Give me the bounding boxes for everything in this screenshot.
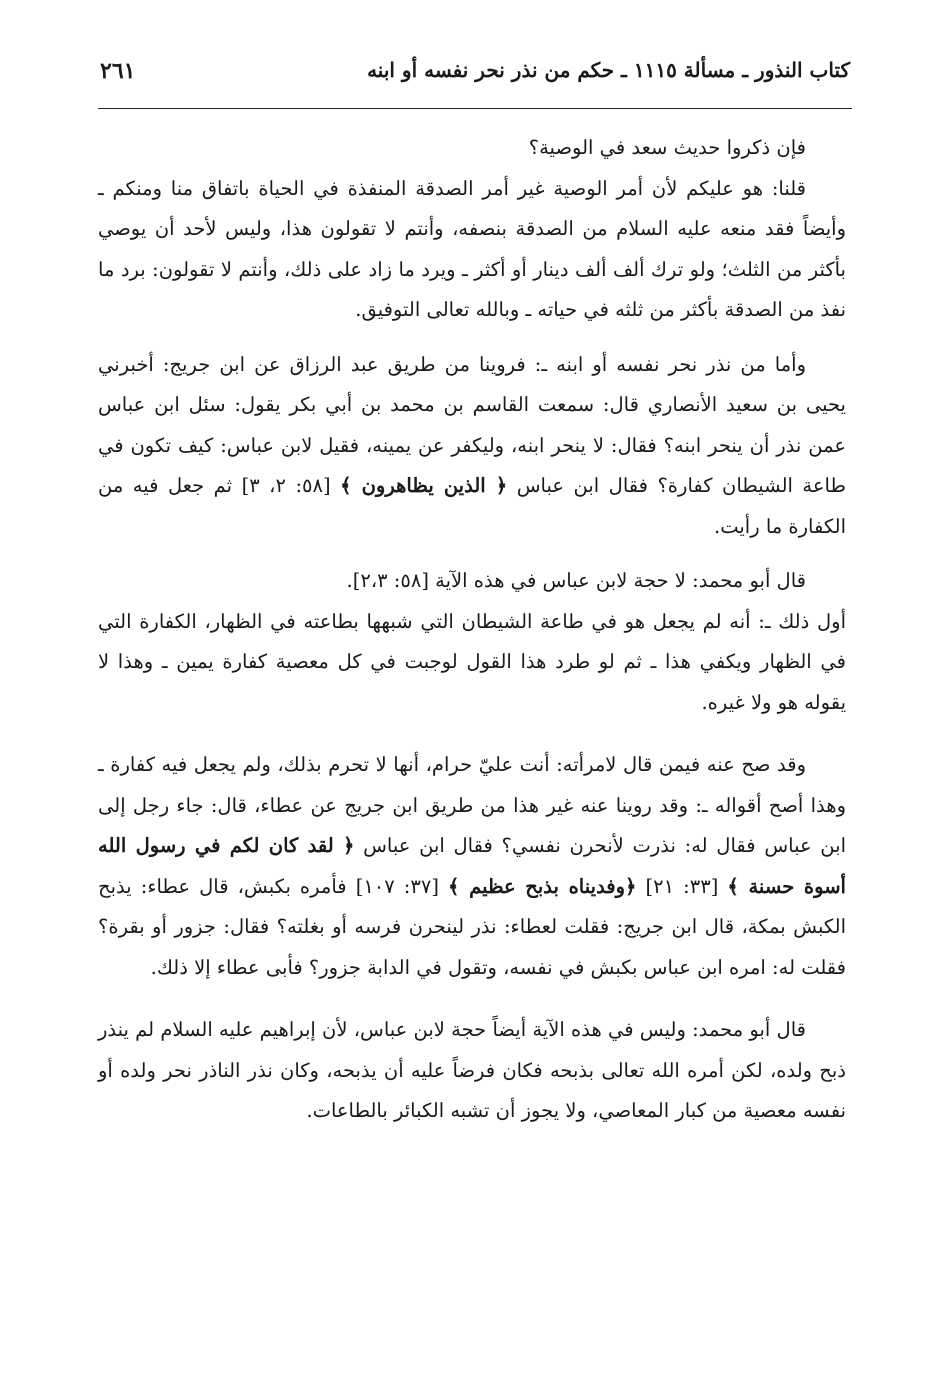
paragraph-3 bbox=[98, 345, 846, 548]
paragraph-7 bbox=[98, 1010, 846, 1132]
header-divider bbox=[98, 108, 852, 109]
quran-quote: ﴿ الذين يظاهرون ﴾ bbox=[340, 474, 508, 497]
paragraph-text: قال أبو محمد: لا حجة لابن عباس في هذه الآية [٥٨: ٢،٣]. bbox=[346, 569, 806, 592]
running-title: كتاب النذور ـ مسألة ١١١٥ ـ حكم من نذر نحر نفسه أو ابنه bbox=[367, 58, 850, 82]
paragraph-1 bbox=[98, 128, 846, 169]
verse-reference: [٣٣: ٢١] bbox=[645, 874, 719, 898]
paragraph-text: فإن ذكروا حديث سعد في الوصية؟ bbox=[528, 136, 806, 159]
quran-quote: ﴿ لقد كان لكم في رسول الله أسوة حسنة ﴾ bbox=[98, 834, 846, 898]
page-header bbox=[100, 58, 850, 98]
page-body bbox=[98, 128, 846, 1132]
paragraph-5 bbox=[98, 602, 846, 724]
paragraph-4 bbox=[98, 561, 846, 602]
page-number: ٢٦١ bbox=[100, 58, 136, 84]
paragraph-6 bbox=[98, 745, 846, 988]
paragraph-text: قال أبو محمد: وليس في هذه الآية أيضاً حجة لابن عباس، لأن إبراهيم عليه السلام لم ينذر ذبح ولده، لكن أمره الله تعالى بذبحه فكان فرضاً عليه أن يذبحه، وكان نذر الناذر نحر ولده أو نفسه معصية من كبار المعاصي، ولا يجوز أن تشبه الكبائر بالطاعات. bbox=[98, 1018, 846, 1122]
paragraph-text: أول ذلك ـ: أنه لم يجعل هو في طاعة الشيطان التي شبهها بطاعته في الظهار، الكفارة التي في الظهار ويكفي هذا ـ ثم لو طرد هذا القول لوجبت في كل معصية كفارة يمين ـ وهذا لا يقوله هو ولا غيره. bbox=[98, 609, 846, 714]
paragraph-text: قلنا: هو عليكم لأن أمر الوصية غير أمر الصدقة المنفذة في الحياة باتفاق منا ومنكم ـ وأيضاً فقد منعه عليه السلام من الصدقة بنصفه، وأنتم لا تقولون هذا، وليس لأحد أن يوصي بأكثر من الثلث؛ ولو ترك ألف ألف دينار أو أكثر ـ ويرد ما زاد على ذلك، وأنتم لا تقولون: برد ما نفذ من الصدقة بأكثر من ثلثه في حياته ـ وبالله تعالى التوفيق. bbox=[98, 176, 846, 321]
paragraph-text: [٣٧: ١٠٧] فأمره بكبش، قال عطاء: يذبح الكبش بمكة، قال ابن جريج: فقلت لعطاء: نذر لينحرن فرسه أو بغلته؟ فقال: جزور أو بقرة؟ فقلت له: امره ابن عباس بكبش في نفسه، وتقول في الدابة جزور؟ فأبى عطاء إلا ذلك. bbox=[98, 874, 846, 979]
paragraph-text: وأما من نذر نحر نفسه أو ابنه ـ: فروينا من طريق عبد الرزاق عن ابن جريج: أخبرني يحيى بن سعيد الأنصاري قال: سمعت القاسم بن محمد بن أبي بكر يقول: سئل ابن عباس عمن نذر أن ينحر ابنه؟ فقال: لا ينحر ابنه، وليكفر عن يمينه، فقيل لابن عباس: كيف تكون في طاعة الشيطان كفارة؟ فقال ابن عباس bbox=[98, 352, 846, 497]
quran-quote: ﴿وفديناه بذبح عظيم ﴾ bbox=[448, 874, 637, 898]
paragraph-text: وقد صح عنه فيمن قال لامرأته: أنت عليّ حرام، أنها لا تحرم بذلك، ولم يجعل فيه كفارة ـ وهذا أصح أقواله ـ: وقد روينا عنه غير هذا من طريق ابن جريج عن عطاء، قال: جاء رجل إلى ابن عباس فقال له: نذرت لأنحرن نفسي؟ فقال ابن عباس bbox=[98, 753, 846, 857]
paragraph-2 bbox=[98, 169, 846, 331]
paragraph-text: [٥٨: ٢، ٣] ثم جعل فيه من الكفارة ما رأيت. bbox=[98, 474, 846, 538]
